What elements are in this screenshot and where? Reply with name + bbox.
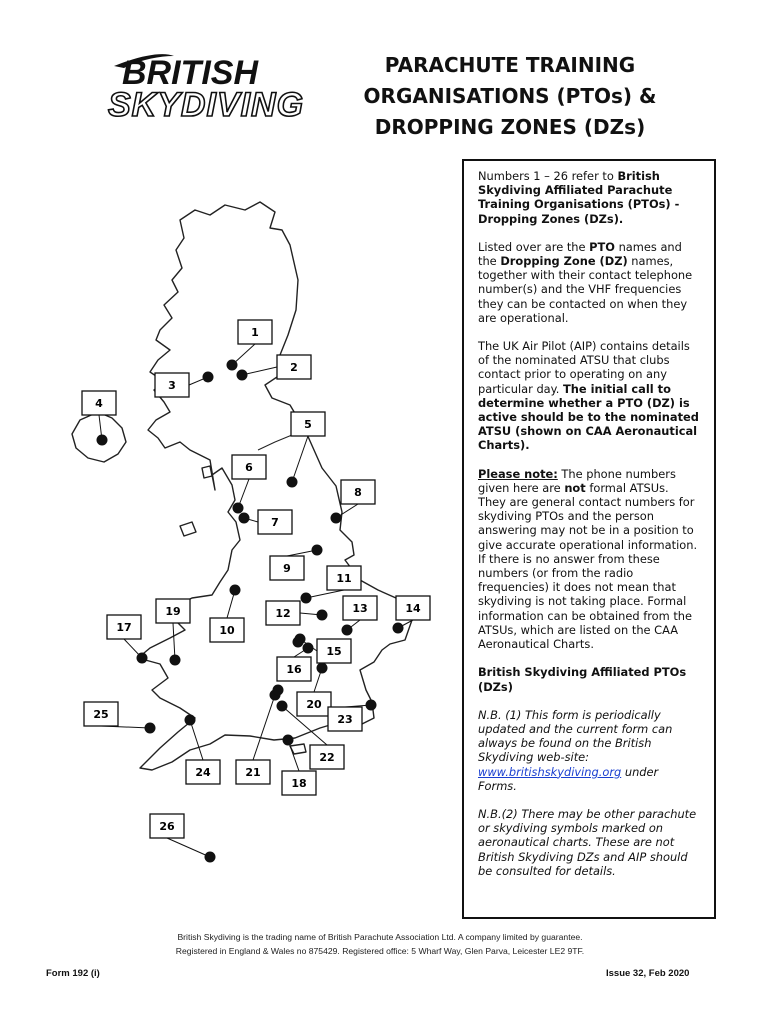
dz-dot-extra bbox=[273, 685, 284, 696]
dz-dot-6 bbox=[233, 503, 244, 514]
dz-dot-26 bbox=[205, 852, 216, 863]
leader-line-24 bbox=[190, 720, 203, 760]
dz-dot-11 bbox=[301, 593, 312, 604]
dz-dot-2 bbox=[237, 370, 248, 381]
dz-label-12: 12 bbox=[275, 607, 291, 620]
leader-line-26 bbox=[167, 838, 210, 857]
dz-dot-10 bbox=[230, 585, 241, 596]
info-note-1: N.B. (1) This form is periodically updated and the current form can always be found on the British Skydiving web-site: www.britishskydiving.org under Forms. bbox=[478, 707, 673, 793]
dz-dot-12 bbox=[317, 610, 328, 621]
dz-dot-23 bbox=[366, 700, 377, 711]
dz-dot-14 bbox=[393, 623, 404, 634]
website-link[interactable]: www.britishskydiving.org bbox=[478, 764, 622, 779]
dz-dot-13 bbox=[342, 625, 353, 636]
dz-label-26: 26 bbox=[159, 820, 175, 833]
info-paragraph-4: Please note: The phone numbers given here are not formal ATSUs. They are general contact numbers for skydiving PTOs and the person answering may not be in a position to give accurate operational information. If there is no answer from these numbers (or from the radio frequencies) it does not mean that skydiving is not taking place. Formal information can be obtained from the ATSUs, which are listed on the CAA Aeronautical Charts. bbox=[478, 466, 698, 652]
dz-dot-25 bbox=[145, 723, 156, 734]
dz-label-16: 16 bbox=[286, 663, 302, 676]
leader-line-5 bbox=[292, 436, 308, 482]
footer-note bbox=[100, 930, 660, 958]
title-line-3: DROPPING ZONES (DZs) bbox=[374, 115, 646, 139]
dz-dot-3 bbox=[203, 372, 214, 383]
page-title bbox=[340, 50, 680, 143]
dz-dot-24 bbox=[185, 715, 196, 726]
british-skydiving-logo bbox=[104, 50, 324, 122]
info-panel bbox=[462, 159, 716, 919]
logo-line2: SKYDIVING bbox=[108, 86, 305, 122]
logo-line1: BRITISH bbox=[122, 54, 258, 92]
dz-label-6: 6 bbox=[245, 461, 253, 474]
dz-label-20: 20 bbox=[306, 698, 322, 711]
uk-dropping-zones-map bbox=[60, 150, 455, 930]
dz-dot-9 bbox=[312, 545, 323, 556]
dz-label-25: 25 bbox=[93, 708, 109, 721]
footer-line-2: Registered in England & Wales no 875429. Registered office: 5 Wharf Way, Glen Parva, Leicester LE2 9TF. bbox=[175, 946, 585, 956]
dz-dot-7 bbox=[239, 513, 250, 524]
dz-dot-extra bbox=[293, 637, 304, 648]
leader-line-21 bbox=[253, 695, 275, 760]
dz-label-17: 17 bbox=[116, 621, 132, 634]
issue-date: Issue 32, Feb 2020 bbox=[606, 968, 690, 979]
dz-dot-20 bbox=[317, 663, 328, 674]
dz-label-15: 15 bbox=[326, 645, 342, 658]
dz-label-4: 4 bbox=[95, 397, 103, 410]
dz-label-21: 21 bbox=[245, 766, 261, 779]
title-line-1: PARACHUTE TRAINING bbox=[384, 53, 636, 77]
dz-dot-18 bbox=[283, 735, 294, 746]
dz-label-5: 5 bbox=[304, 418, 312, 431]
dz-label-22: 22 bbox=[319, 751, 335, 764]
dz-label-14: 14 bbox=[405, 602, 421, 615]
dz-label-23: 23 bbox=[337, 713, 353, 726]
form-id: Form 192 (i) bbox=[46, 968, 100, 979]
info-paragraph-1: Numbers 1 – 26 refer to British Skydiving Affiliated Parachute Training Organisations (PTOs) - Dropping Zones (DZs). bbox=[478, 169, 680, 226]
leader-line-11 bbox=[306, 590, 344, 598]
info-note-2: N.B.(2) There may be other parachute or skydiving symbols marked on aeronautical charts. These are not British Skydiving DZs and AIP should be consulted for details. bbox=[478, 806, 697, 878]
dz-dot-19 bbox=[170, 655, 181, 666]
footer-line-1: British Skydiving is the trading name of British Parachute Association Ltd. A company limited by guarantee. bbox=[177, 932, 583, 942]
title-line-2: ORGANISATIONS (PTOs) & bbox=[363, 84, 657, 108]
dz-label-2: 2 bbox=[290, 361, 298, 374]
info-paragraph-3: The UK Air Pilot (AIP) contains details of the nominated ATSU that clubs contact prior to operating on any particular day. The initial call to determine whether a PTO (DZ) is active should be to the nominated ATSU (shown on CAA Aeronautical Charts). bbox=[478, 339, 699, 453]
dz-label-1: 1 bbox=[251, 326, 259, 339]
info-paragraph-2: Listed over are the PTO names and the Dropping Zone (DZ) names, together with their contact telephone number(s) and the VHF frequencies they can be contacted on when they are operational. bbox=[478, 239, 693, 325]
dz-dot-1 bbox=[227, 360, 238, 371]
dz-label-18: 18 bbox=[291, 777, 307, 790]
dz-label-11: 11 bbox=[336, 572, 352, 585]
info-heading-affiliated: British Skydiving Affiliated PTOs (DZs) bbox=[478, 665, 687, 694]
dz-label-13: 13 bbox=[352, 602, 368, 615]
dz-label-9: 9 bbox=[283, 562, 291, 575]
dz-label-10: 10 bbox=[219, 624, 235, 637]
dz-dot-4 bbox=[97, 435, 108, 446]
dz-dot-17 bbox=[137, 653, 148, 664]
dz-label-19: 19 bbox=[165, 605, 181, 618]
dz-dot-16 bbox=[303, 643, 314, 654]
dz-dot-22 bbox=[277, 701, 288, 712]
dz-dot-8 bbox=[331, 513, 342, 524]
dz-label-3: 3 bbox=[168, 379, 176, 392]
dz-dot-5 bbox=[287, 477, 298, 488]
dz-label-8: 8 bbox=[354, 486, 362, 499]
leader-line-19 bbox=[173, 623, 175, 660]
dz-label-24: 24 bbox=[195, 766, 211, 779]
dz-label-7: 7 bbox=[271, 516, 279, 529]
